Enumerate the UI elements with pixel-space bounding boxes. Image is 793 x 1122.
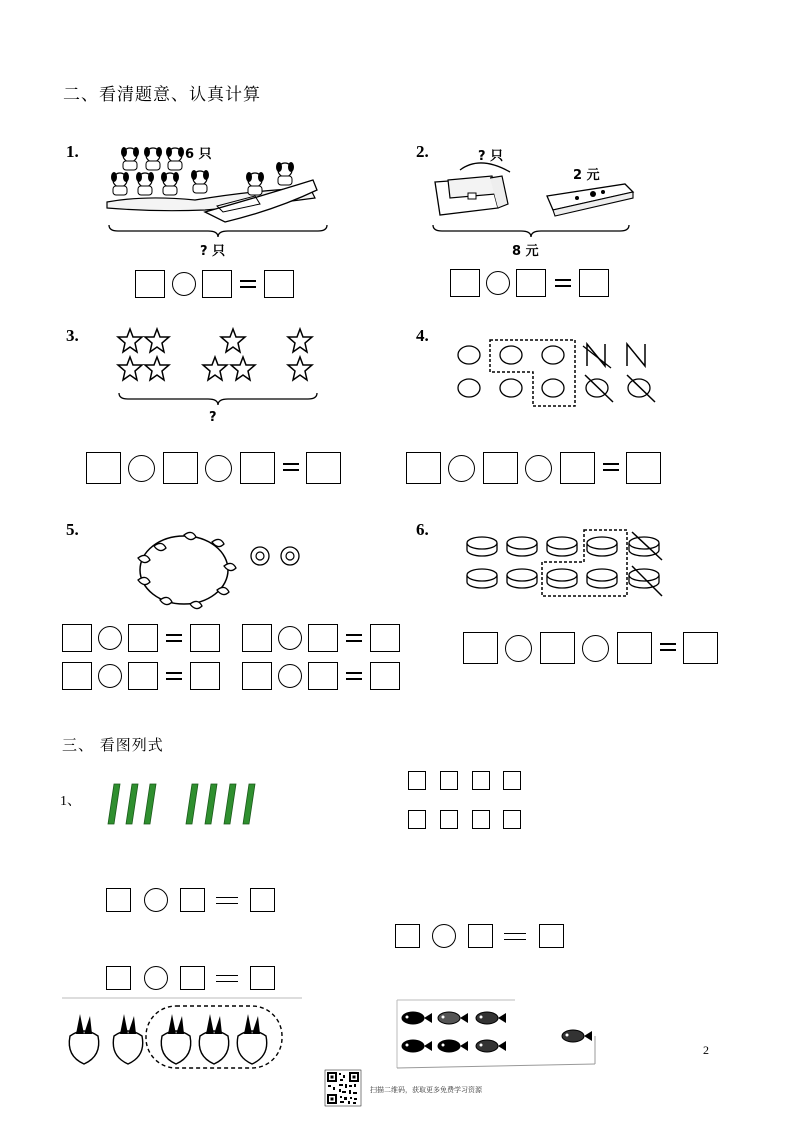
operator-circle[interactable] xyxy=(278,664,302,688)
operator-circle[interactable] xyxy=(486,271,510,295)
q2-brace xyxy=(432,224,630,238)
equals-sign xyxy=(603,463,619,471)
operator-circle[interactable] xyxy=(98,626,122,650)
operator-circle[interactable] xyxy=(128,455,155,482)
square-item xyxy=(503,771,521,790)
answer-box[interactable] xyxy=(62,624,92,652)
square-item xyxy=(408,810,426,829)
answer-box[interactable] xyxy=(250,888,275,912)
q6-number: 6. xyxy=(416,520,429,539)
answer-box[interactable] xyxy=(128,662,158,690)
answer-box[interactable] xyxy=(163,452,198,484)
equals-sign xyxy=(240,280,256,288)
page-number: 2 xyxy=(703,1043,709,1057)
equals-sign xyxy=(504,933,526,940)
q3-bottom-label: ? xyxy=(209,410,217,425)
equals-sign xyxy=(555,279,571,287)
square-item xyxy=(503,810,521,829)
answer-box[interactable] xyxy=(683,632,718,664)
answer-box[interactable] xyxy=(190,662,220,690)
qr-caption: 扫描二维码，获取更多免费学习资源 xyxy=(370,1086,482,1094)
equals-sign xyxy=(216,975,238,982)
square-item xyxy=(440,810,458,829)
operator-circle[interactable] xyxy=(172,272,196,296)
answer-box[interactable] xyxy=(468,924,493,948)
q2-pencil-box-illustration xyxy=(545,178,635,218)
operator-circle[interactable] xyxy=(144,888,168,912)
qr-code-icon[interactable] xyxy=(325,1070,361,1106)
q1-number: 1. xyxy=(66,142,79,161)
operator-circle[interactable] xyxy=(505,635,532,662)
equals-sign xyxy=(346,672,362,680)
operator-circle[interactable] xyxy=(98,664,122,688)
answer-box[interactable] xyxy=(370,624,400,652)
answer-box[interactable] xyxy=(617,632,652,664)
answer-box[interactable] xyxy=(579,269,609,297)
q4-number: 4. xyxy=(416,326,429,345)
answer-box[interactable] xyxy=(308,662,338,690)
q2-bottom-label: 8 元 xyxy=(512,244,539,259)
answer-box[interactable] xyxy=(539,924,564,948)
answer-box[interactable] xyxy=(86,452,121,484)
answer-box[interactable] xyxy=(450,269,480,297)
q2-bag-illustration xyxy=(430,160,520,225)
section-2-title: 二、看清题意、认真计算 xyxy=(63,85,261,105)
q3-brace xyxy=(118,392,318,406)
operator-circle[interactable] xyxy=(582,635,609,662)
answer-box[interactable] xyxy=(180,966,205,990)
answer-box[interactable] xyxy=(240,452,275,484)
answer-box[interactable] xyxy=(62,662,92,690)
q1-bottom-label: ? 只 xyxy=(200,244,226,259)
section-3-title: 三、 看图列式 xyxy=(62,736,164,754)
q2-bag-label: ? 只 xyxy=(478,149,504,164)
answer-box[interactable] xyxy=(308,624,338,652)
square-item xyxy=(472,810,490,829)
operator-circle[interactable] xyxy=(278,626,302,650)
equals-sign xyxy=(166,634,182,642)
answer-box[interactable] xyxy=(306,452,341,484)
q5-ring-illustration xyxy=(132,528,312,613)
answer-box[interactable] xyxy=(560,452,595,484)
equals-sign xyxy=(283,463,299,471)
s3-fish-illustration xyxy=(395,996,605,1071)
s3-q1-number: 1、 xyxy=(60,794,81,809)
q3-number: 3. xyxy=(66,326,79,345)
q1-top-label: 6 只 xyxy=(185,147,212,162)
square-item xyxy=(408,771,426,790)
answer-box[interactable] xyxy=(540,632,575,664)
answer-box[interactable] xyxy=(180,888,205,912)
equals-sign xyxy=(660,643,676,651)
square-item xyxy=(440,771,458,790)
answer-box[interactable] xyxy=(128,624,158,652)
answer-box[interactable] xyxy=(106,888,131,912)
operator-circle[interactable] xyxy=(525,455,552,482)
q6-coins-illustration xyxy=(462,528,672,600)
square-item xyxy=(472,771,490,790)
answer-box[interactable] xyxy=(516,269,546,297)
operator-circle[interactable] xyxy=(448,455,475,482)
answer-box[interactable] xyxy=(264,270,294,298)
q1-brace xyxy=(108,224,328,238)
q4-circles-illustration xyxy=(455,338,665,410)
q2-number: 2. xyxy=(416,142,429,161)
equals-sign xyxy=(216,897,238,904)
s3-q1-sticks-illustration xyxy=(100,780,270,830)
answer-box[interactable] xyxy=(242,624,272,652)
q3-stars-illustration xyxy=(115,326,325,386)
q1-dogs-boat-illustration xyxy=(105,140,330,230)
answer-box[interactable] xyxy=(250,966,275,990)
q5-number: 5. xyxy=(66,520,79,539)
q2-box-label: 2 元 xyxy=(573,168,600,183)
answer-box[interactable] xyxy=(202,270,232,298)
s3-radishes-illustration xyxy=(62,996,302,1071)
operator-circle[interactable] xyxy=(144,966,168,990)
answer-box[interactable] xyxy=(626,452,661,484)
answer-box[interactable] xyxy=(135,270,165,298)
answer-box[interactable] xyxy=(190,624,220,652)
answer-box[interactable] xyxy=(370,662,400,690)
equals-sign xyxy=(166,672,182,680)
answer-box[interactable] xyxy=(106,966,131,990)
operator-circle[interactable] xyxy=(205,455,232,482)
operator-circle[interactable] xyxy=(432,924,456,948)
equals-sign xyxy=(346,634,362,642)
answer-box[interactable] xyxy=(242,662,272,690)
answer-box[interactable] xyxy=(395,924,420,948)
answer-box[interactable] xyxy=(463,632,498,664)
answer-box[interactable] xyxy=(406,452,441,484)
answer-box[interactable] xyxy=(483,452,518,484)
